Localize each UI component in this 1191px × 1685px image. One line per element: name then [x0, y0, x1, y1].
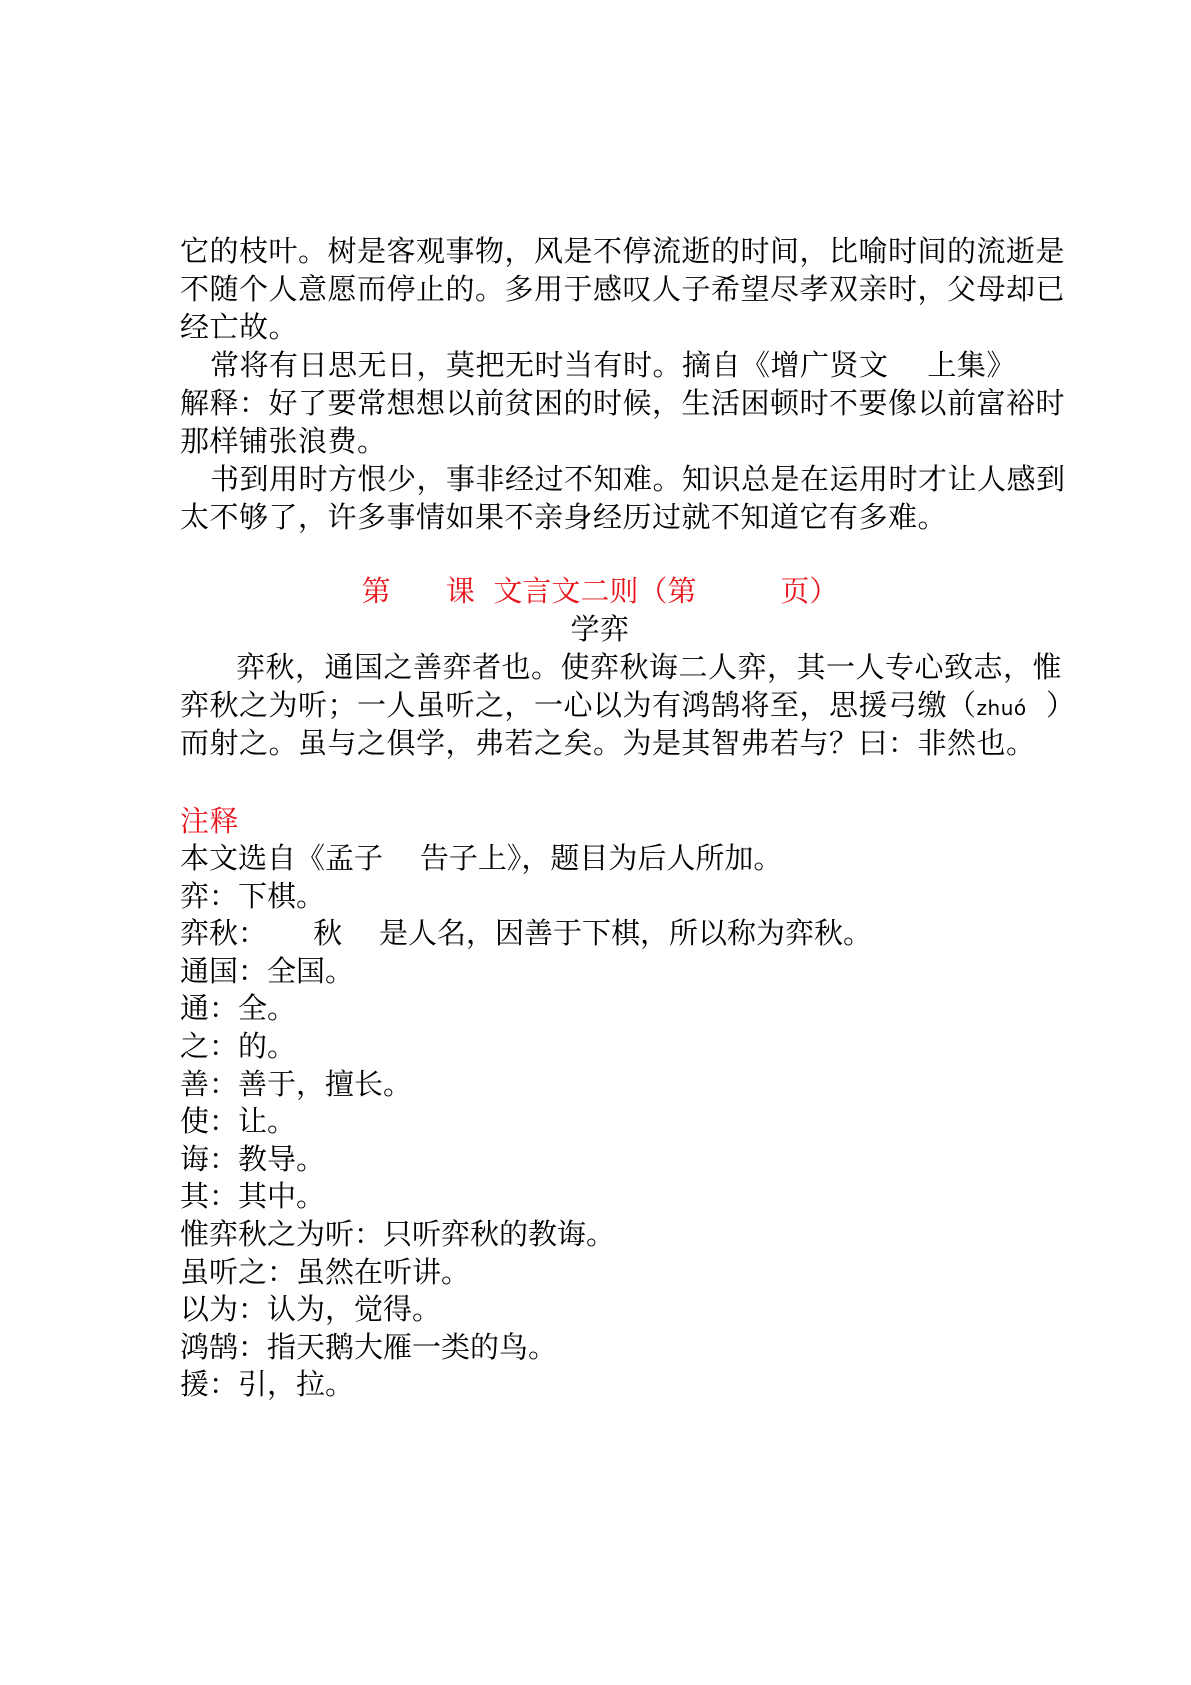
- proverb-2: [180, 460, 1066, 536]
- text-segment: 弈秋之为听；一人虽听之，一心以为有鸿鹄将至，思援弓缴（: [180, 688, 977, 722]
- text-line: 不随个人意愿而停止的。多用于感叹人子希望尽孝双亲时，父母却已: [180, 272, 1066, 306]
- intro-paragraph: [180, 232, 1066, 346]
- explanation-line: 那样铺张浪费。: [180, 424, 387, 458]
- note-item: 本文选自《孟子 告子上》，题目为后人所加。: [180, 841, 783, 875]
- text-line: [180, 686, 1076, 724]
- note-item: 弈：下棋。: [180, 878, 326, 913]
- pinyin-annotation: zhuó: [976, 696, 1027, 720]
- text-line: 经亡故。: [180, 310, 299, 344]
- note-item: 之：的。: [180, 1028, 297, 1063]
- classical-text: [180, 648, 1076, 762]
- note-item: 弈秋： 秋 是人名，因善于下棋，所以称为弈秋。: [180, 916, 872, 951]
- note-item: 以为：认为，觉得。: [180, 1292, 442, 1327]
- lesson-title-part1: 第 课 文言文二则（第: [361, 574, 697, 608]
- notes-section: [180, 802, 1020, 1404]
- text-segment: ）: [1026, 688, 1076, 722]
- explanation-line: 解释：好了要常想想以前贫困的时候，生活困顿时不要像以前富裕时: [180, 386, 1066, 420]
- note-item: 使：让。: [180, 1104, 297, 1139]
- note-item: 通国：全国。: [180, 953, 355, 988]
- note-item: 其：其中。: [180, 1179, 326, 1214]
- note-item: 援：引，拉。: [180, 1367, 355, 1402]
- lesson-title-part2: 页）: [780, 574, 839, 608]
- note-item: 鸿鹄：指天鹅大雁一类的鸟。: [180, 1329, 558, 1364]
- notes-heading: 注释: [180, 804, 240, 838]
- note-item: 诲：教导。: [180, 1141, 326, 1176]
- text-line: 而射之。虽与之俱学，弗若之矣。为是其智弗若与？曰：非然也。: [180, 726, 1036, 760]
- document-page: [180, 232, 1076, 1404]
- text-line: 它的枝叶。树是客观事物，风是不停流逝的时间，比喻时间的流逝是: [180, 234, 1066, 268]
- proverb-line: 书到用时方恨少，事非经过不知难。知识总是在运用时才让人感到: [210, 462, 1066, 496]
- note-item: 善：善于，擅长。: [180, 1066, 413, 1101]
- proverb-1: [180, 346, 1066, 460]
- proverb-line: 太不够了，许多事情如果不亲身经历过就不知道它有多难。: [180, 500, 948, 534]
- lesson-title: [180, 572, 1020, 610]
- text-line: 弈秋，通国之善弈者也。使弈秋诲二人弈，其一人专心致志，惟: [236, 650, 1063, 684]
- note-item: 通：全。: [180, 991, 297, 1026]
- proverb-line: 常将有日思无日，莫把无时当有时。摘自《增广贤文 上集》: [210, 348, 1016, 382]
- lesson-subtitle: 学弈: [570, 612, 630, 646]
- note-item: 虽听之：虽然在听讲。: [180, 1254, 471, 1289]
- note-item: 惟弈秋之为听：只听弈秋的教诲。: [180, 1216, 616, 1251]
